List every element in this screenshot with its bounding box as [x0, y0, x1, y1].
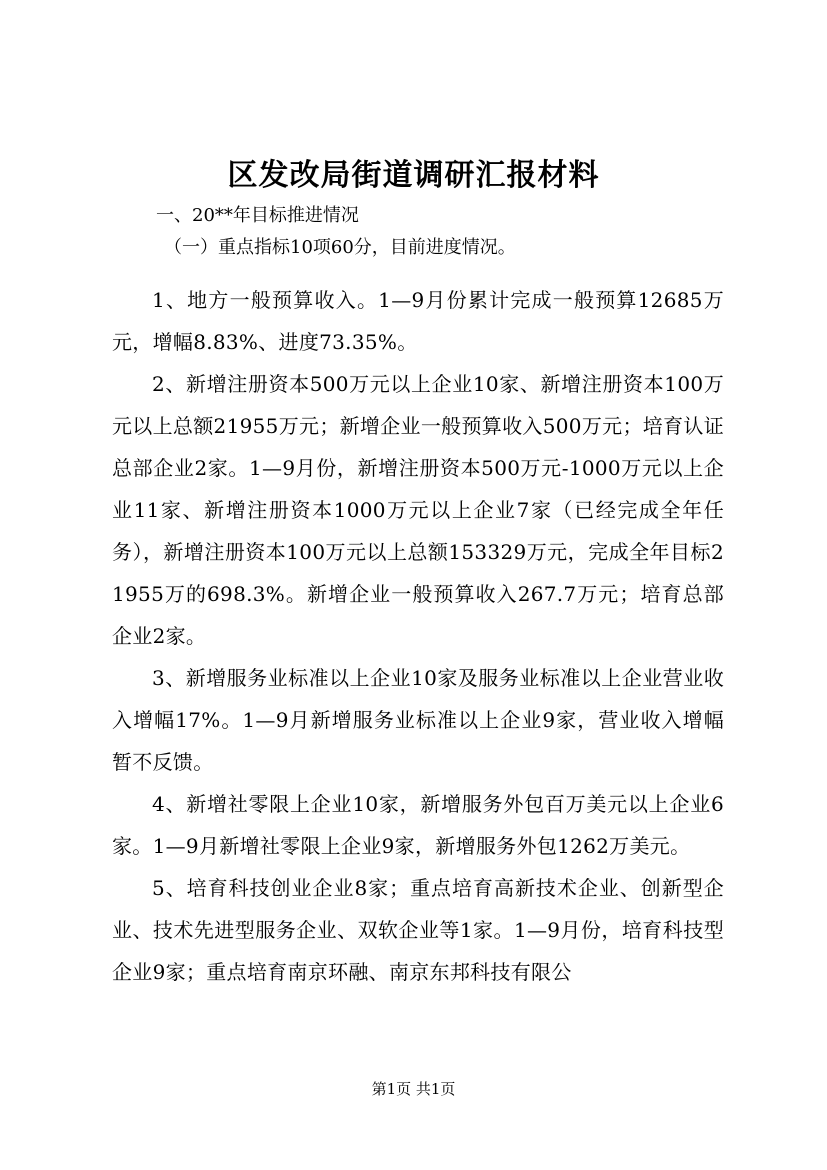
- section-heading: 一、20**年目标推进情况: [156, 205, 359, 226]
- paragraph-2: 2、新增注册资本500万元以上企业10家、新增注册资本100万元以上总额21955万元；新增企业一般预算收入500万元；培育认证总部企业2家。1—9月份，新增注册资本500万元-1000万元以上企业11家、新增注册资本1000万元以上企业7家（已经完成全年任务），新增注册资本100万元以上总额153329万元，完成全年目标21955万的698.3%。新增企业一般预算收入267.7万元；培育总部企业2家。: [112, 372, 725, 648]
- paragraph-4: 4、新增社零限上企业10家，新增服务外包百万美元以上企业6家。1—9月新增社零限上企业9家，新增服务外包1262万美元。: [112, 792, 724, 858]
- document-body: [112, 203, 724, 993]
- paragraph-5: 5、培育科技创业企业8家；重点培育高新技术企业、创新型企业、技术先进型服务企业、双软企业等1家。1—9月份，培育科技型企业9家；重点培育南京环融、南京东邦科技有限公: [112, 876, 724, 984]
- page-footer: 第1页 共1页: [371, 1080, 456, 1098]
- sub-heading: （一）重点指标10项60分，目前进度情况。: [164, 237, 516, 258]
- paragraph-3: 3、新增服务业标准以上企业10家及服务业标准以上企业营业收入增幅17%。1—9月新增服务业标准以上企业9家，营业收入增幅暂不反馈。: [112, 666, 724, 774]
- document-title: 区发改局街道调研汇报材料: [227, 158, 600, 193]
- paragraph-1: 1、地方一般预算收入。1—9月份累计完成一般预算12685万元，增幅8.83%、进度73.35%。: [112, 288, 724, 354]
